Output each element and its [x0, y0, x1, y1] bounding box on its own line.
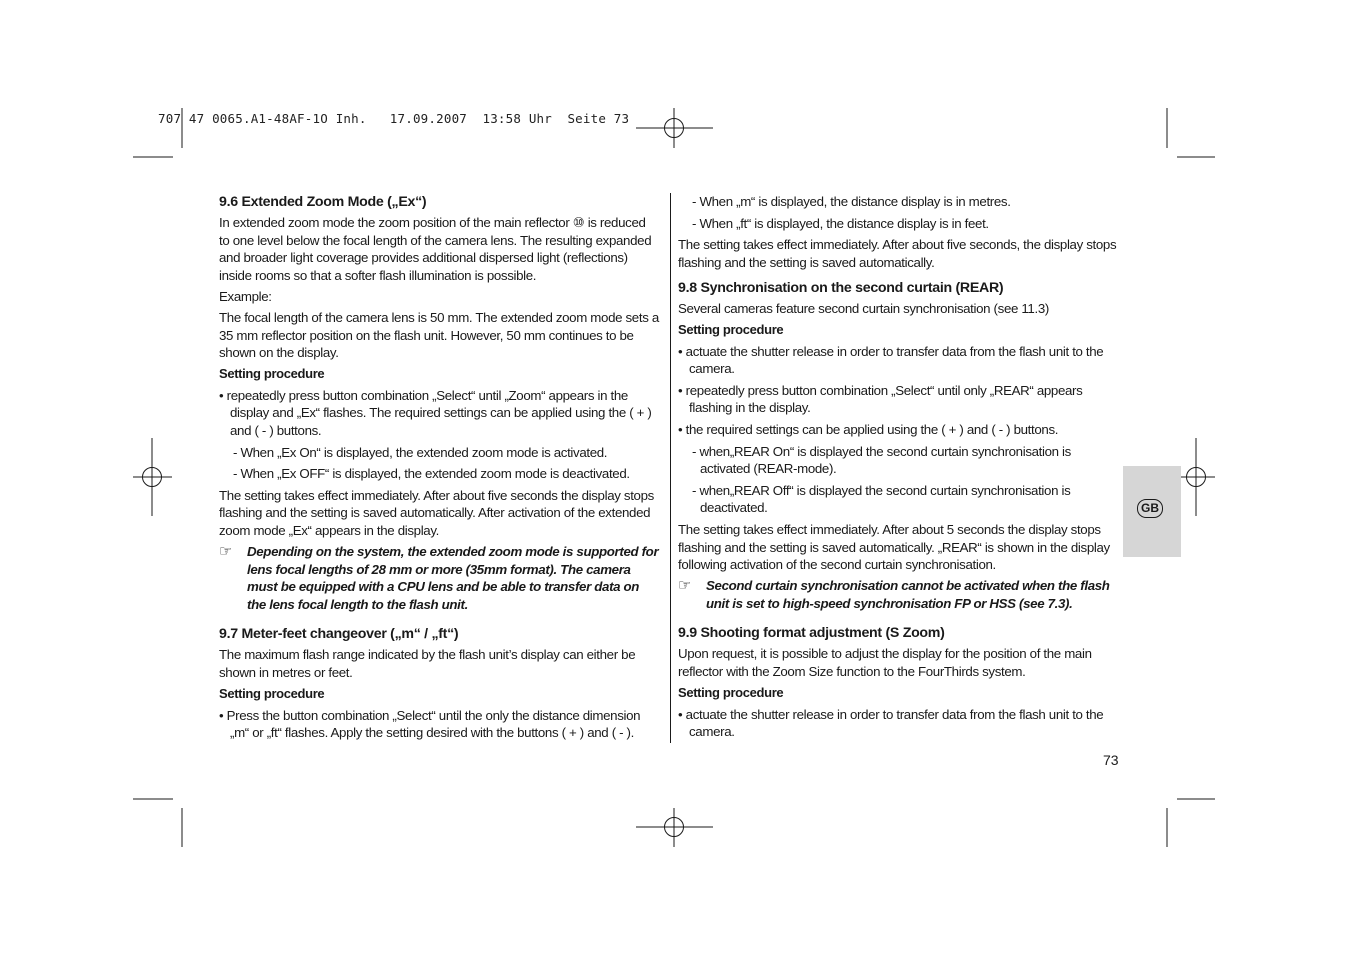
paragraph: Upon request, it is possible to adjust the display for the position of the main reflector with the Zoom Size function to the FourThirds system.: [678, 646, 1092, 679]
note: [678, 577, 1118, 612]
paragraph: The focal length of the camera lens is 50 mm. The extended zoom mode sets a 35 mm reflector position on the flash unit. However, 50 mm continues to be shown on the display.: [219, 309, 659, 361]
dash-item: - When „ft“ is displayed, the distance display is in feet.: [678, 215, 1118, 233]
language-badge: GB: [1137, 499, 1163, 518]
paragraph: In extended zoom mode the zoom position of the main reflector ⑩ is reduced to one level below the focal length of the camera lens. The resulting expanded and broader light coverage provides additional dispersed light (reflections) inside rooms so that a softer flash illumination is possible.: [219, 215, 652, 283]
language-tab: [1123, 466, 1181, 557]
setting-procedure-label: Setting procedure: [219, 686, 325, 702]
section-heading-9-6: 9.6 Extended Zoom Mode („Ex“): [219, 194, 427, 210]
pointing-hand-icon: ☞: [678, 577, 692, 595]
setting-procedure-label: Setting procedure: [678, 321, 784, 337]
note: [219, 543, 659, 613]
bullet-item: • repeatedly press button combination „Select“ until only „REAR“ appears flashing in the display.: [678, 382, 1118, 417]
page-number: 73: [1103, 752, 1119, 768]
bullet-item: • repeatedly press button combination „Select“ until „Zoom“ appears in the display and „Ex“ flashes. The required settings can be applied using the ( + ) and ( - ) buttons.: [219, 387, 659, 440]
bullet-item: • the required settings can be applied using the ( + ) and ( - ) buttons.: [678, 421, 1118, 439]
registration-mark-right: [1177, 438, 1215, 516]
right-column: [678, 193, 1118, 745]
bullet-item: • Press the button combination „Select“ until the only the distance dimension „m“ or „ft“ flashes. Apply the setting desired with the buttons ( + ) and ( - ).: [219, 707, 659, 742]
paragraph: The setting takes effect immediately. After about five seconds the display stops flashing and the setting is saved automatically. After activation of the extended zoom mode „Ex“ appears in the display.: [219, 487, 654, 538]
note-text: Depending on the system, the extended zoom mode is supported for lens focal lengths of 28 mm or more (35mm format). The camera must be equipped with a CPU lens and be able to transfer data on the lens focal length to the flash unit.: [247, 544, 659, 612]
dash-item: - When „Ex On“ is displayed, the extended zoom mode is activated.: [219, 444, 659, 462]
bullet-item: • actuate the shutter release in order to transfer data from the flash unit to the camera.: [678, 706, 1118, 741]
paragraph: Several cameras feature second curtain synchronisation (see 11.3): [678, 300, 1049, 316]
section-heading-9-9: 9.9 Shooting format adjustment (S Zoom): [678, 625, 945, 642]
registration-mark-bottom: [636, 808, 713, 847]
setting-procedure-label: Setting procedure: [219, 366, 325, 382]
bullet-item: • actuate the shutter release in order to transfer data from the flash unit to the camera.: [678, 343, 1118, 378]
paragraph: Example:: [219, 288, 272, 304]
dash-item: - when„REAR Off“ is displayed the second curtain synchronisation is deactivated.: [678, 482, 1118, 517]
note-text: Second curtain synchronisation cannot be activated when the flash unit is set to high-speed synchronisation FP or HSS (see 7.3).: [706, 578, 1110, 611]
dash-item: - When „Ex OFF“ is displayed, the extended zoom mode is deactivated.: [219, 465, 659, 483]
dash-item: - When „m“ is displayed, the distance display is in metres.: [678, 193, 1118, 211]
registration-mark-top: [636, 108, 713, 148]
registration-mark-left: [133, 438, 172, 516]
paragraph: The maximum flash range indicated by the flash unit’s display can either be shown in metres or feet.: [219, 647, 636, 681]
setting-procedure-label: Setting procedure: [678, 685, 784, 701]
section-heading-9-8: 9.8 Synchronisation on the second curtain (REAR): [678, 279, 1004, 296]
column-divider: [670, 193, 671, 743]
paragraph: The setting takes effect immediately. After about five seconds, the display stops flashing and the setting is saved automatically.: [678, 237, 1117, 270]
dash-item: - when„REAR On“ is displayed the second curtain synchronisation is activated (REAR-mode).: [678, 443, 1118, 478]
left-column: [219, 193, 659, 746]
print-slug: 707 47 0065.A1-48AF-1O Inh. 17.09.2007 13:58 Uhr Seite 73: [158, 111, 630, 126]
section-heading-9-7: 9.7 Meter-feet changeover („m“ / „ft“): [219, 626, 459, 643]
pointing-hand-icon: ☞: [219, 543, 233, 561]
paragraph: The setting takes effect immediately. After about 5 seconds the display stops flashing and the setting is saved automatically. „REAR“ is shown in the display following activation of the second curtain synchronisation.: [678, 521, 1110, 573]
